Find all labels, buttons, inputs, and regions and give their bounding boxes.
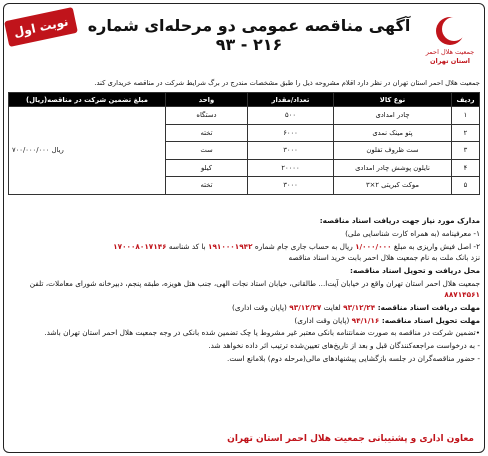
cell-item: ست ظروف تفلون: [334, 142, 452, 160]
red-crescent-logo: [420, 14, 480, 74]
cell-row: ۱: [452, 107, 480, 125]
place-phone: ۸۸۷۱۴۵۶۱: [444, 289, 480, 299]
doc2-text-b: ریال به حساب جاری جام شماره: [252, 241, 356, 251]
col-header-guarantee: مبلغ تضمین شرکت در مناقصه(ریال): [9, 93, 166, 107]
cell-unit: کیلو: [166, 159, 248, 177]
col-header-row: ردیف: [452, 93, 480, 107]
receive-to: ۹۳/۱۲/۲۷: [289, 302, 322, 312]
logo-province: استان تهران: [429, 56, 471, 65]
doc-item-2: [10, 242, 480, 264]
cell-unit: تخته: [166, 124, 248, 142]
signature-footer: معاون اداری و پشتیبانی جمعیت هلال احمر استان تهران: [227, 434, 474, 444]
cell-row: ۲: [452, 124, 480, 142]
deliver-note: (پایان وقت اداری): [294, 315, 352, 325]
place-text: [10, 279, 480, 301]
table-header-row: [9, 93, 480, 107]
crescent-icon: [433, 14, 467, 48]
page-title: آگهی مناقصه عمومی دو مرحله‌ای شماره ۲۱۶ - ۹۳: [87, 16, 411, 54]
receive-from: ۹۳/۱۲/۲۴: [343, 302, 376, 312]
doc2-code: ۱۷۰۰۰۸۰۱۷۱۴۶: [113, 241, 167, 251]
cell-row: ۳: [452, 142, 480, 160]
deliver-label: مهلت تحویل اسناد مناقصه:: [379, 315, 480, 325]
cell-unit: ست: [166, 142, 248, 160]
deliver-deadline: [10, 316, 480, 327]
doc2-text-c: با کد شناسه: [166, 241, 209, 251]
cell-row: ۵: [452, 177, 480, 195]
col-header-qty: تعداد/مقدار: [248, 93, 334, 107]
cell-qty: ۳۰۰۰: [248, 177, 334, 195]
announcement-body: [10, 216, 480, 367]
doc2-amount: ۱/۰۰۰/۰۰۰: [355, 241, 392, 251]
cell-qty: ۵۰۰: [248, 107, 334, 125]
cell-item: موکت کبریتی ۲×۳: [334, 177, 452, 195]
cell-qty: ۶۰۰۰: [248, 124, 334, 142]
place-address: جمعیت هلال احمر استان تهران واقع در خیابان آیت‌ا... طالقانی، خیابان استاد نجات الهی، جنب هتل هویزه، طبقه پنجم، دبیرخانه شورای معاملات، تلفن: [29, 278, 480, 288]
cell-item: چادر امدادی: [334, 107, 452, 125]
note-guarantee: •تضمین شرکت در مناقصه به صورت ضمانتنامه بانکی معتبر غیر مشروط یا چک تضمین شده بانکی در وجه جمعیت هلال احمر استان تهران باشد.: [44, 328, 480, 338]
receive-mid: لغایت: [321, 302, 344, 312]
cell-item: پتو مینک نمدی: [334, 124, 452, 142]
cell-unit: دستگاه: [166, 107, 248, 125]
cell-item: نایلون پوشش چادر امدادی: [334, 159, 452, 177]
note-late-requests: - به درخواست مراجعه‌کنندگان قبل و بعد از تاریخ‌های تعیین‌شده ترتیب اثر داده نخواهد شد.: [208, 341, 480, 351]
round-badge: نوبت اول: [4, 7, 78, 47]
receive-label: مهلت دریافت اسناد مناقصه:: [375, 302, 480, 312]
logo-org-name: جمعیت هلال احمر: [425, 48, 475, 56]
items-table: [8, 92, 480, 195]
doc2-account: ۱۹۱۰۰۰۱۹۴۲: [208, 241, 253, 251]
intro-text: جمعیت هلال احمر استان تهران در نظر دارد اقلام مشروحه ذیل را طبق مشخصات مندرج در برگ شرایط شرکت در مناقصه خریداری کند.: [94, 79, 480, 87]
note-attendance: - حضور مناقصه‌گران در جلسه بازگشایی پیشنهادهای مالی(مرحله دوم) بلامانع است.: [227, 354, 480, 364]
col-header-unit: واحد: [166, 93, 248, 107]
place-heading: محل دریافت و تحویل اسناد مناقصه:: [350, 265, 480, 275]
docs-heading: مدارک مورد نیاز جهت دریافت اسناد مناقصه:: [319, 216, 480, 225]
receive-note: (پایان وقت اداری): [231, 302, 290, 312]
cell-row: ۴: [452, 159, 480, 177]
doc2-text-a: ۲- اصل فیش واریزی به مبلغ: [391, 241, 480, 251]
table-row: [9, 107, 480, 125]
col-header-item: نوع کالا: [334, 93, 452, 107]
cell-guarantee: ۷۰۰/۰۰۰/۰۰۰ ریال: [9, 107, 166, 195]
cell-qty: ۳۰۰۰: [248, 142, 334, 160]
deliver-date: ۹۴/۱/۱۶: [351, 315, 380, 325]
receive-deadline: [10, 303, 480, 314]
doc-item-1: ۱- معرفینامه (به همراه کارت شناسایی ملی): [345, 228, 480, 238]
doc2-text-d: نزد بانک ملت به نام جمعیت هلال احمر بابت خرید اسناد مناقصه: [288, 252, 480, 262]
cell-unit: تخته: [166, 177, 248, 195]
cell-qty: ۲۰۰۰۰: [248, 159, 334, 177]
